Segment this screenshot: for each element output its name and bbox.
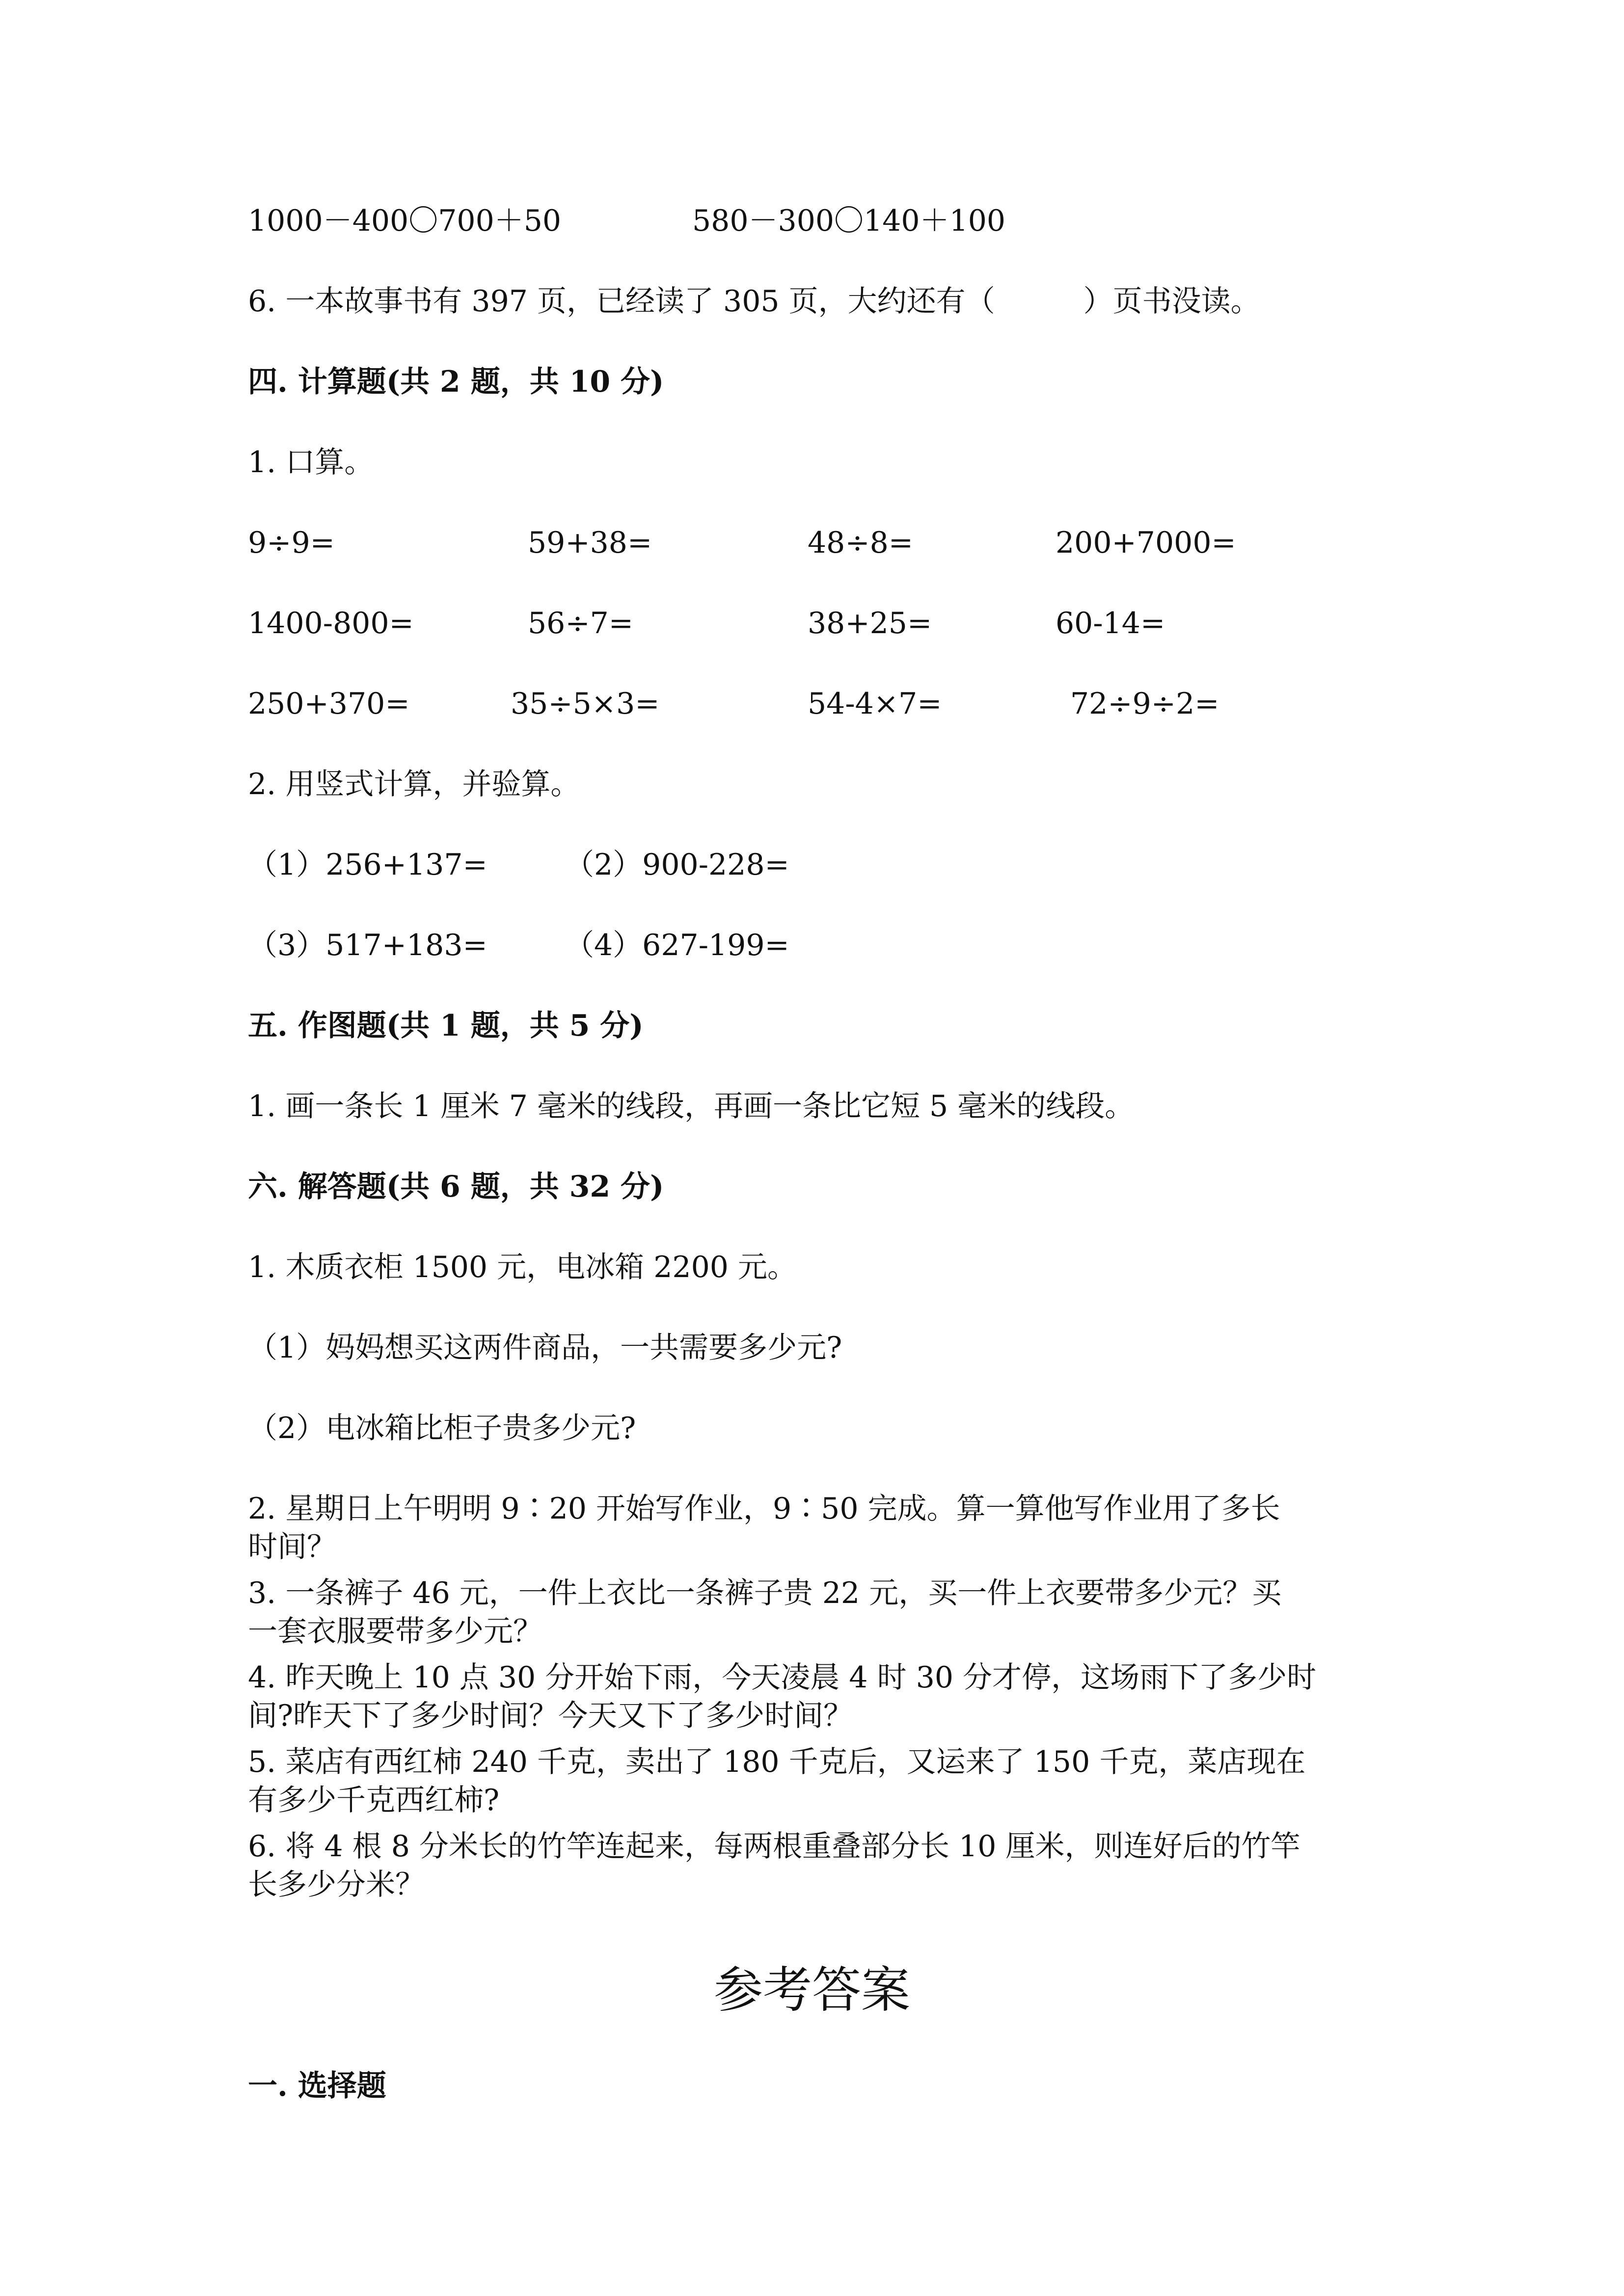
vertical-item: （2）900-228= xyxy=(565,848,789,882)
compare-expression-1: 1000－400〇700＋50 xyxy=(248,204,562,238)
oral-item: 1400-800= xyxy=(248,606,414,641)
question-6-1-part-2: （2）电冰箱比柜子贵多少元? xyxy=(248,1411,636,1445)
vertical-item: （3）517+183= xyxy=(248,928,487,962)
oral-item: 48÷8= xyxy=(808,526,914,560)
oral-item: 35÷5×3= xyxy=(511,687,660,721)
question-6-1: 1. 木质衣柜 1500 元，电冰箱 2200 元。 xyxy=(248,1250,797,1284)
oral-item: 250+370= xyxy=(248,687,410,721)
oral-item: 72÷9÷2= xyxy=(1070,687,1219,721)
question-6-6-line-1: 6. 将 4 根 8 分米长的竹竿连起来，每两根重叠部分长 10 厘米，则连好后的竹竿 xyxy=(248,1829,1300,1864)
answer-key-title: 参考答案 xyxy=(714,1961,910,2019)
question-4-1: 1. 口算。 xyxy=(248,445,374,480)
oral-item: 38+25= xyxy=(808,606,932,641)
question-6-6-line-2: 长多少分米？ xyxy=(248,1868,425,1902)
oral-item: 54-4×7= xyxy=(808,687,942,721)
question-5-1: 1. 画一条长 1 厘米 7 毫米的线段，再画一条比它短 5 毫米的线段。 xyxy=(248,1089,1135,1123)
question-6-4-line-2: 间?昨天下了多少时间？今天又下了多少时间？ xyxy=(248,1699,853,1733)
question-4-2: 2. 用竖式计算，并验算。 xyxy=(248,767,580,801)
vertical-item: （4）627-199= xyxy=(565,928,789,962)
oral-item: 56÷7= xyxy=(528,606,634,641)
oral-item: 60-14= xyxy=(1056,606,1165,641)
section-6-heading: 六. 解答题(共 6 题，共 32 分) xyxy=(248,1170,664,1204)
section-5-heading: 五. 作图题(共 1 题，共 5 分) xyxy=(248,1009,644,1043)
question-6-2-line-2: 时间？ xyxy=(248,1530,336,1564)
vertical-item: （1）256+137= xyxy=(248,848,487,882)
compare-expression-2: 580－300〇140＋100 xyxy=(692,204,1006,238)
oral-item: 9÷9= xyxy=(248,526,335,560)
question-3-6: 6. 一本故事书有 397 页，已经读了 305 页，大约还有（ ）页书没读。 xyxy=(248,284,1260,319)
question-6-5-line-2: 有多少千克西红柿? xyxy=(248,1783,500,1817)
section-4-heading: 四. 计算题(共 2 题，共 10 分) xyxy=(248,365,664,399)
question-6-1-part-1: （1）妈妈想买这两件商品，一共需要多少元? xyxy=(248,1331,842,1365)
question-6-4-line-1: 4. 昨天晚上 10 点 30 分开始下雨，今天凌晨 4 时 30 分才停，这场雨下了多少时 xyxy=(248,1660,1317,1695)
question-6-3-line-1: 3. 一条裤子 46 元，一件上衣比一条裤子贵 22 元，买一件上衣要带多少元？买 xyxy=(248,1576,1282,1610)
oral-item: 59+38= xyxy=(528,526,652,560)
question-6-3-line-2: 一套衣服要带多少元？ xyxy=(248,1614,542,1649)
question-6-5-line-1: 5. 菜店有西红柿 240 千克，卖出了 180 千克后，又运来了 150 千克，菜店现在 xyxy=(248,1745,1306,1779)
answer-section-1-heading: 一. 选择题 xyxy=(248,2069,386,2103)
oral-item: 200+7000= xyxy=(1056,526,1236,560)
question-6-2-line-1: 2. 星期日上午明明 9∶20 开始写作业，9∶50 完成。算一算他写作业用了多长 xyxy=(248,1492,1280,1526)
